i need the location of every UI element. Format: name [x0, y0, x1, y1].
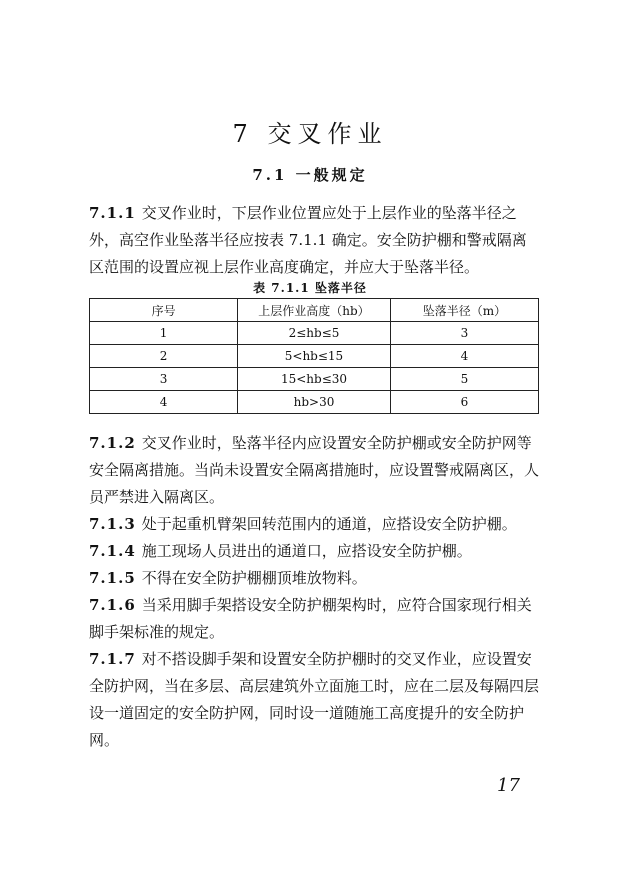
clause-7-1-2	[89, 430, 539, 511]
chapter-title: 7 交叉作业	[232, 120, 388, 148]
table-row	[90, 368, 539, 391]
clause-number: 7.1.3	[89, 515, 136, 533]
clause-text: 交叉作业时，下层作业位置应处于上层作业的坠落半径之外，高空作业坠落半径应按表 7.1.1 确定。安全防护棚和警戒隔离区范围的设置应视上层作业高度确定，并应大于坠落半径。	[89, 204, 527, 276]
table-header-row	[90, 299, 539, 322]
cell-radius: 5	[390, 368, 538, 391]
cell-height: 2≤hb≤5	[238, 322, 391, 345]
cell-radius: 6	[390, 391, 538, 414]
header-radius: 坠落半径（m）	[390, 299, 538, 322]
header-index: 序号	[90, 299, 238, 322]
cell-height: 5<hb≤15	[238, 345, 391, 368]
clause-number: 7.1.2	[89, 434, 136, 452]
fall-radius-table	[89, 298, 539, 414]
cell-index: 2	[90, 345, 238, 368]
cell-radius: 3	[390, 322, 538, 345]
clause-text: 不得在安全防护棚棚顶堆放物料。	[141, 569, 367, 587]
clause-7-1-6	[89, 592, 539, 646]
clause-text: 当采用脚手架搭设安全防护棚架构时，应符合国家现行相关脚手架标准的规定。	[89, 596, 532, 641]
table-caption: 表 7.1.1 坠落半径	[253, 281, 367, 295]
table-row	[90, 322, 539, 345]
cell-height: hb>30	[238, 391, 391, 414]
clause-number: 7.1.4	[89, 542, 136, 560]
clause-7-1-7	[89, 646, 539, 754]
clause-7-1-1	[89, 200, 539, 281]
clause-number: 7.1.1	[89, 204, 136, 222]
cell-height: 15<hb≤30	[238, 368, 391, 391]
clause-7-1-4	[89, 538, 539, 565]
section-title: 7.1 一般规定	[252, 166, 368, 184]
page-number: 17	[497, 775, 520, 796]
clause-7-1-3	[89, 511, 539, 538]
header-height: 上层作业高度（hb）	[238, 299, 391, 322]
clause-text: 对不搭设脚手架和设置安全防护棚时的交叉作业，应设置安全防护网，当在多层、高层建筑外立面施工时，应在二层及每隔四层设一道固定的安全防护网，同时设一道随施工高度提升的安全防护网。	[89, 650, 540, 749]
cell-index: 1	[90, 322, 238, 345]
clause-number: 7.1.6	[89, 596, 136, 614]
cell-index: 4	[90, 391, 238, 414]
clause-text: 施工现场人员进出的通道口，应搭设安全防护棚。	[141, 542, 472, 560]
table-row	[90, 345, 539, 368]
clause-7-1-5	[89, 565, 539, 592]
cell-radius: 4	[390, 345, 538, 368]
clause-number: 7.1.7	[89, 650, 136, 668]
clause-text: 处于起重机臂架回转范围内的通道，应搭设安全防护棚。	[141, 515, 517, 533]
cell-index: 3	[90, 368, 238, 391]
clause-text: 交叉作业时，坠落半径内应设置安全防护棚或安全防护网等安全隔离措施。当尚未设置安全隔离措施时，应设置警戒隔离区，人员严禁进入隔离区。	[89, 434, 540, 506]
clause-number: 7.1.5	[89, 569, 136, 587]
table-row	[90, 391, 539, 414]
